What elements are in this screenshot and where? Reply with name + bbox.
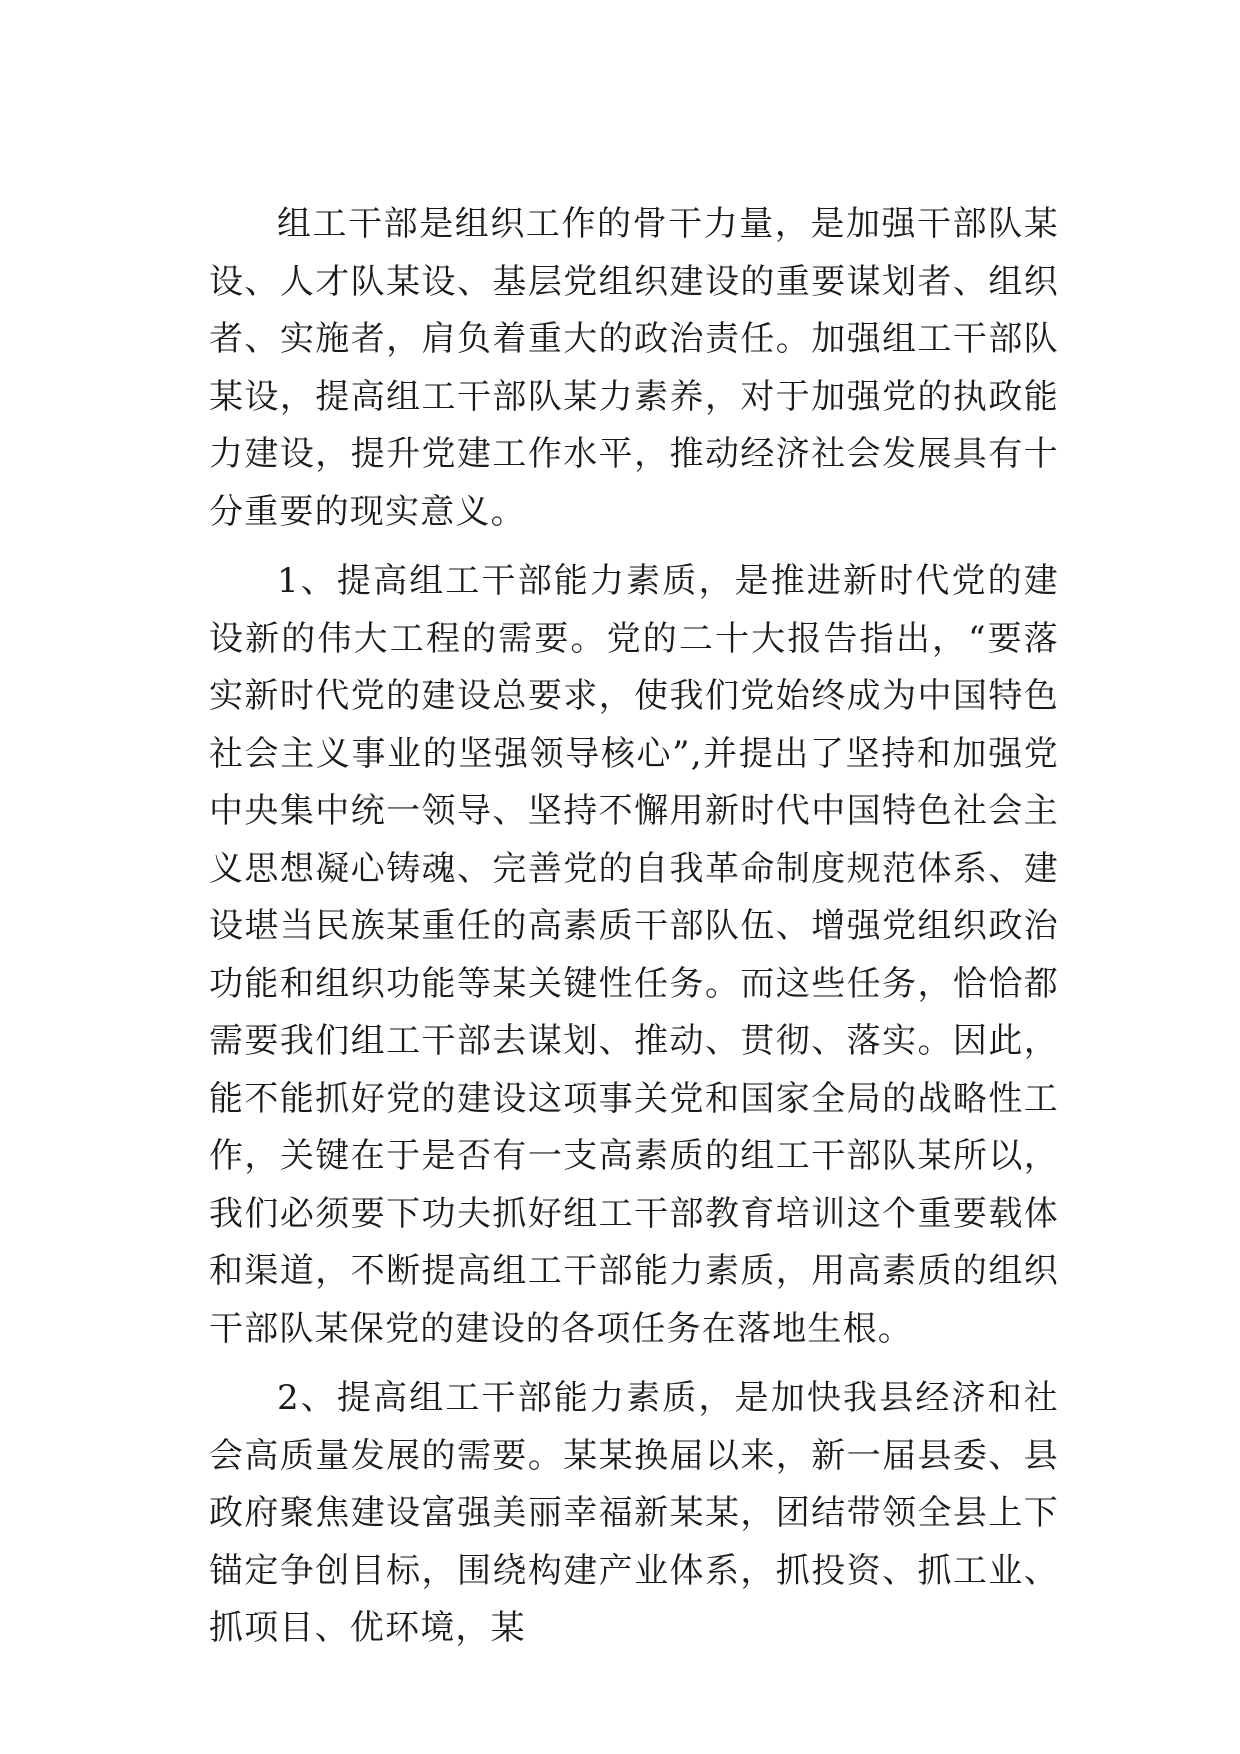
paragraph-intro: 组工干部是组织工作的骨干力量，是加强干部队某设、人才队某设、基层党组织建设的重要谋划者、组织者、实施者，肩负着重大的政治责任。加强组工干部队某设，提高组工干部队某力素养，对于加强党的执政能力建设，提升党建工作水平，推动经济社会发展具有十分重要的现实意义。 — [209, 204, 1059, 532]
paragraph-point-2: 2、提高组工干部能力素质，是加快我县经济和社会高质量发展的需要。某某换届以来，新一届县委、县政府聚焦建设富强美丽幸福新某某，团结带领全县上下锚定争创目标，围绕构建产业体系，抓投资、抓工业、抓项目、优环境，某 — [209, 1378, 1059, 1648]
document-body — [209, 196, 1059, 1658]
paragraph-point-1: 1、提高组工干部能力素质，是推进新时代党的建设新的伟大工程的需要。党的二十大报告指出，“要落实新时代党的建设总要求，使我们党始终成为中国特色社会主义事业的坚强领导核心”,并提出了坚持和加强党中央集中统一领导、坚持不懈用新时代中国特色社会主义思想凝心铸魂、完善党的自我革命制度规范体系、建设堪当民族某重任的高素质干部队伍、增强党组织政治功能和组织功能等某关键性任务。而这些任务，恰恰都需要我们组工干部去谋划、推动、贯彻、落实。因此，能不能抓好党的建设这项事关党和国家全局的战略性工作，关键在于是否有一支高素质的组工干部队某所以，我们必须要下功夫抓好组工干部教育培训这个重要载体和渠道，不断提高组工干部能力素质，用高素质的组织干部队某保党的建设的各项任务在落地生根。 — [209, 561, 1059, 1349]
